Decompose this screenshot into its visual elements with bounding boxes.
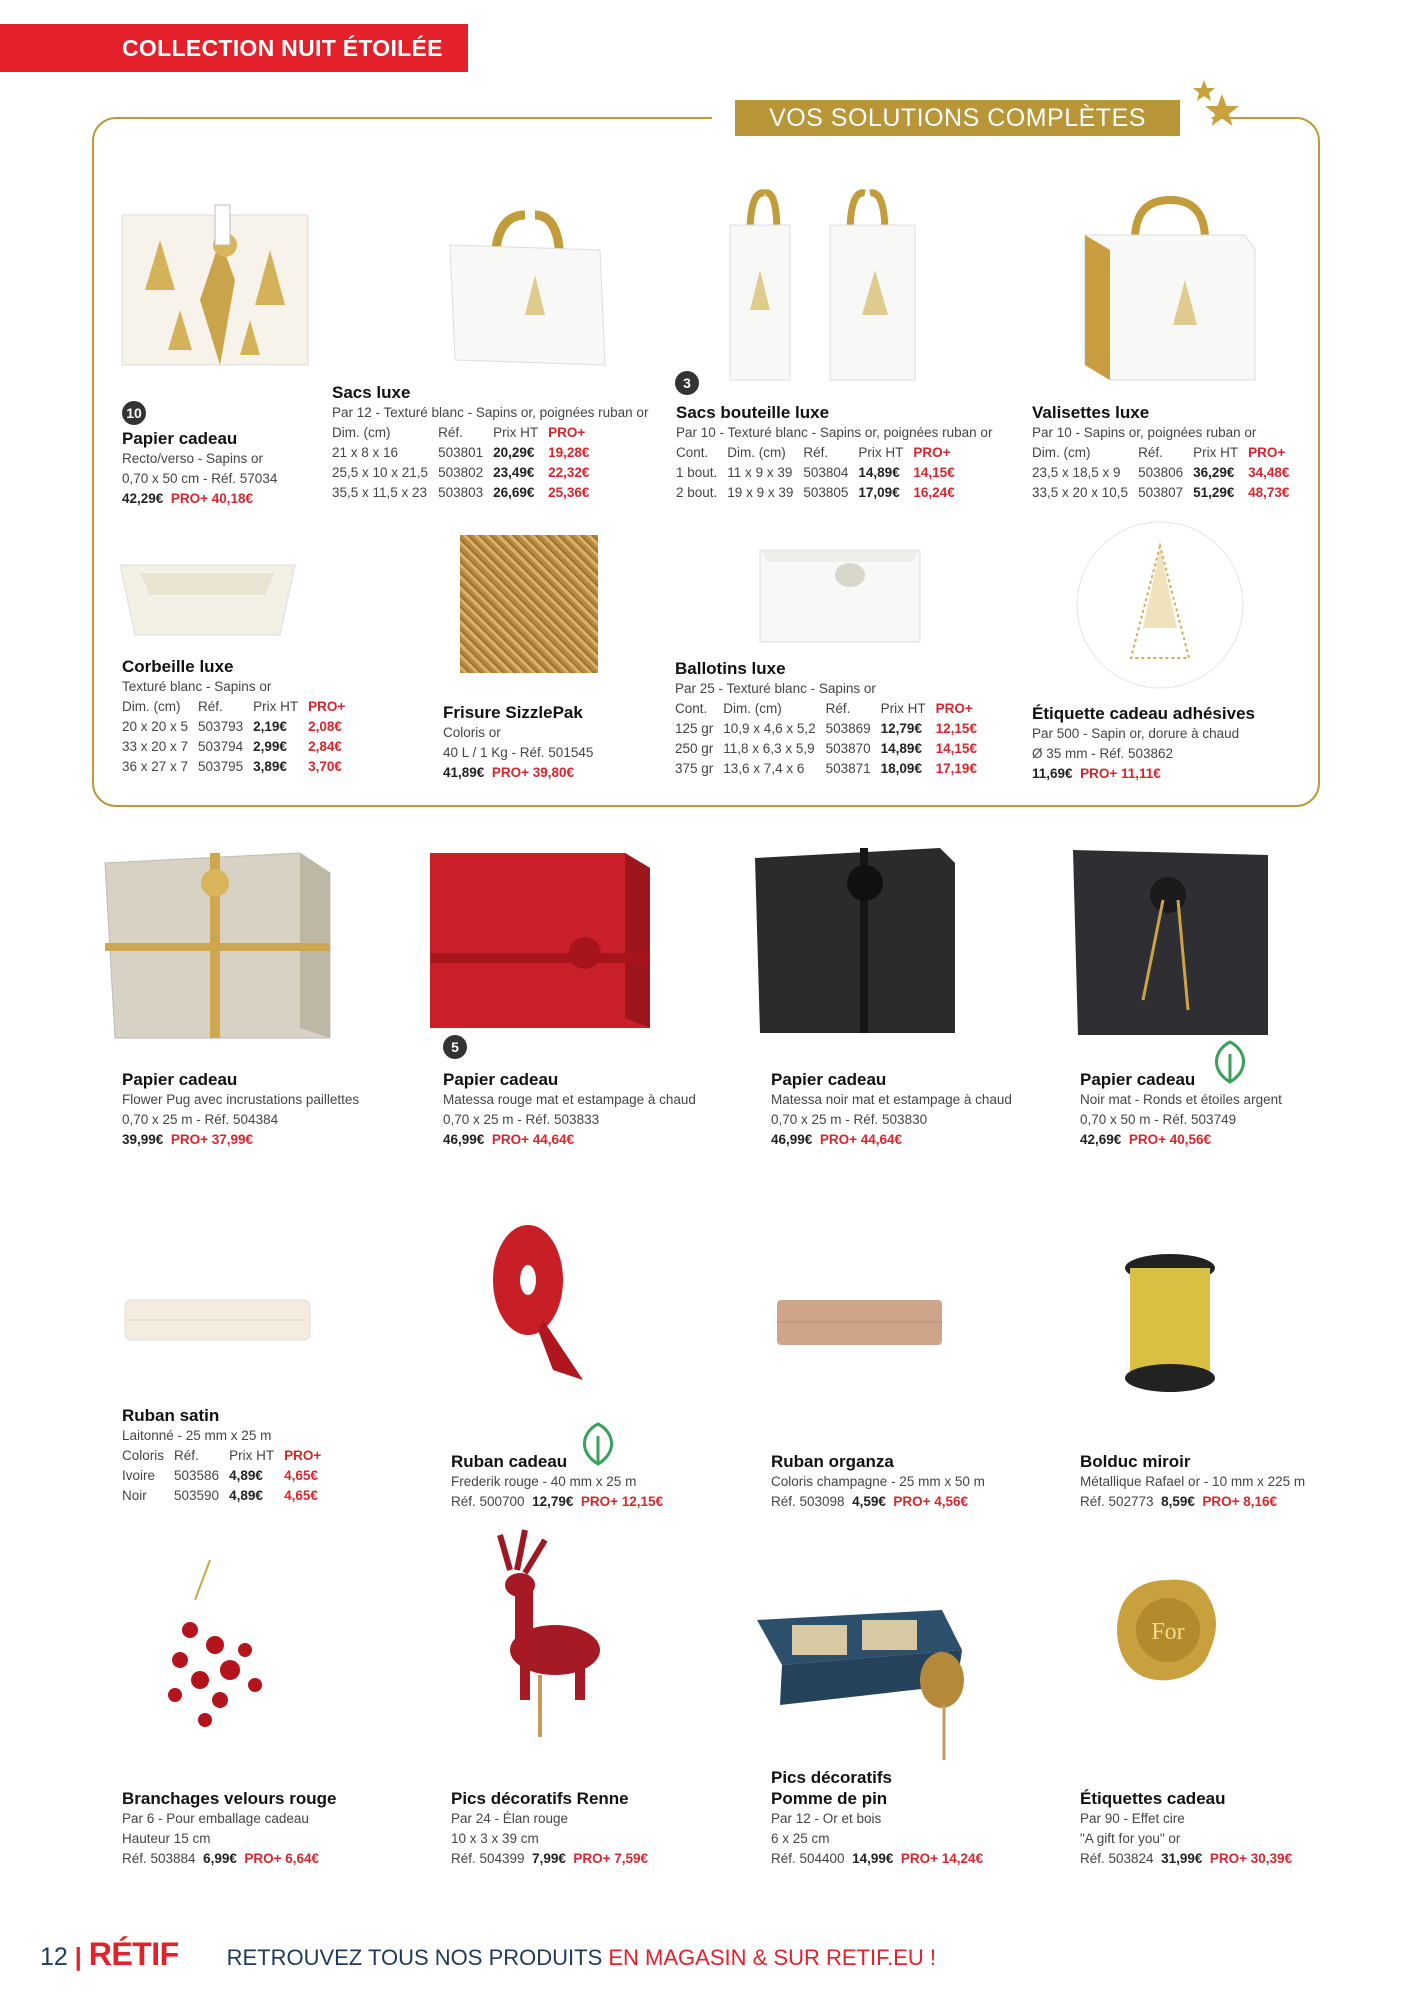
spec-header-cell: Cont. xyxy=(675,701,708,716)
product-ref: 0,70 x 50 cm - Réf. 57034 xyxy=(122,471,278,486)
spec-cell: 26,69€ xyxy=(493,485,535,500)
product-desc: 6 x 25 cm xyxy=(771,1831,830,1846)
pro-price: PRO+ 37,99€ xyxy=(170,1132,253,1147)
suitcase-box-image xyxy=(1075,195,1260,385)
pro-price: PRO+ 40,56€ xyxy=(1128,1132,1211,1147)
price: 42,29€ xyxy=(122,491,164,506)
spec-cell: 36 x 27 x 7 xyxy=(122,759,189,774)
spec-header-cell: PRO+ xyxy=(284,1448,322,1463)
basket-image xyxy=(115,555,300,640)
product-desc: Matessa noir mat et estampage à chaud xyxy=(771,1092,1012,1107)
product-name: Pics décoratifs Renne xyxy=(451,1789,629,1808)
product-desc: "A gift for you" or xyxy=(1080,1831,1181,1846)
black-stars-gift-image xyxy=(1068,840,1273,1040)
sizzlepak-image xyxy=(460,535,598,673)
sticker-image xyxy=(1073,518,1248,693)
product-valisettes xyxy=(1032,402,1299,503)
product-ballotins xyxy=(675,658,987,779)
spec-cell: 36,29€ xyxy=(1193,465,1235,480)
spec-cell: 503794 xyxy=(198,739,244,754)
spec-cell: 125 gr xyxy=(675,721,714,736)
spec-header-cell: PRO+ xyxy=(548,425,586,440)
pro-price: PRO+ 12,15€ xyxy=(580,1494,664,1509)
spec-cell: 20 x 20 x 5 xyxy=(122,719,189,734)
spec-cell: 48,73€ xyxy=(1248,485,1290,500)
product-desc: Par 12 - Texturé blanc - Sapins or, poignées ruban or xyxy=(332,405,649,420)
wax-seal-image xyxy=(1110,1575,1225,1685)
spec-cell: 503586 xyxy=(174,1468,220,1483)
spec-cell: 14,89€ xyxy=(858,465,900,480)
price: 31,99€ xyxy=(1161,1851,1203,1866)
product-name: Papier cadeau xyxy=(443,1070,559,1089)
spec-cell: 14,15€ xyxy=(913,465,955,480)
spec-header-cell: Prix HT xyxy=(253,699,299,714)
spec-cell: 503793 xyxy=(198,719,244,734)
collection-title: COLLECTION NUIT ÉTOILÉE xyxy=(0,24,468,72)
spec-cell: 34,48€ xyxy=(1248,465,1290,480)
spec-header-cell: Coloris xyxy=(122,1448,165,1463)
product-sacs-bouteille xyxy=(676,402,992,503)
product-etiquettes-cadeau xyxy=(1080,1788,1292,1869)
product-desc: Noir mat - Ronds et étoiles argent xyxy=(1080,1092,1282,1107)
pro-price: PRO+ 44,64€ xyxy=(819,1132,902,1147)
spec-cell: 17,19€ xyxy=(935,761,977,776)
spec-table xyxy=(676,443,965,503)
price: 41,89€ xyxy=(443,765,485,780)
spec-header-cell: Prix HT xyxy=(880,701,926,716)
spec-cell: 2,84€ xyxy=(308,739,342,754)
spec-header-cell: Prix HT xyxy=(1193,445,1239,460)
product-desc: Par 10 - Texturé blanc - Sapins or, poignées ruban or xyxy=(676,425,993,440)
pro-price: PRO+ 7,59€ xyxy=(573,1851,649,1866)
price: 11,69€ xyxy=(1032,766,1073,781)
product-name: Valisettes luxe xyxy=(1032,403,1150,422)
stars-icon xyxy=(1188,78,1240,134)
product-desc: Laitonné - 25 mm x 25 m xyxy=(122,1428,272,1443)
badge-number: 3 xyxy=(675,371,699,395)
spec-header-row xyxy=(676,443,965,463)
price: 6,99€ xyxy=(203,1851,237,1866)
spec-header-cell: Réf. xyxy=(198,699,223,714)
spec-header-row xyxy=(122,1446,331,1466)
price: 46,99€ xyxy=(443,1132,485,1147)
spec-cell: Ivoire xyxy=(122,1468,156,1483)
pro-price: PRO+ 6,64€ xyxy=(244,1851,320,1866)
product-desc: 10 x 3 x 39 cm xyxy=(451,1831,539,1846)
spec-header-cell: Réf. xyxy=(438,425,463,440)
product-papier-cadeau-noir-mat xyxy=(1080,1069,1282,1150)
seal-text: For xyxy=(1151,1619,1185,1645)
footer-text: RETROUVEZ TOUS NOS PRODUITS xyxy=(226,1945,609,1970)
product-desc: Texturé blanc - Sapins or xyxy=(122,679,272,694)
pro-price: PRO+ 14,24€ xyxy=(900,1851,984,1866)
product-ref: Réf. 504400 xyxy=(771,1851,845,1866)
spec-header-cell: PRO+ xyxy=(308,699,346,714)
product-name: Papier cadeau xyxy=(1080,1070,1196,1089)
spec-cell: 14,15€ xyxy=(935,741,977,756)
spec-cell: 503805 xyxy=(803,485,849,500)
spec-cell: 21 x 8 x 16 xyxy=(332,445,399,460)
spec-cell: 375 gr xyxy=(675,761,714,776)
satin-ribbon-image xyxy=(120,1295,315,1345)
footer-link-text[interactable]: EN MAGASIN & SUR RETIF.EU ! xyxy=(608,1945,936,1970)
spec-row xyxy=(332,463,599,483)
pro-price: PRO+ 30,39€ xyxy=(1209,1851,1293,1866)
product-name: Ruban satin xyxy=(122,1406,220,1425)
product-name: Sacs bouteille luxe xyxy=(676,403,830,422)
product-ref: 0,70 x 50 m - Réf. 503749 xyxy=(1080,1112,1237,1127)
product-branchages xyxy=(122,1788,336,1869)
product-name: Sacs luxe xyxy=(332,383,411,402)
price: 4,59€ xyxy=(852,1494,886,1509)
ballotin-image xyxy=(755,540,925,645)
spec-header-cell: PRO+ xyxy=(1248,445,1286,460)
product-desc: Métallique Rafael or - 10 mm x 225 m xyxy=(1080,1474,1306,1489)
spec-cell: 2,99€ xyxy=(253,739,287,754)
spec-header-row xyxy=(122,697,355,717)
spec-header-cell: Réf. xyxy=(803,445,829,460)
spec-header-row xyxy=(332,423,599,443)
spec-table xyxy=(332,423,599,503)
product-frisure xyxy=(443,702,593,783)
spec-cell: 14,89€ xyxy=(880,741,922,756)
pro-price: PRO+ 11,11€ xyxy=(1080,766,1161,781)
product-papier-cadeau-rouge xyxy=(443,1069,696,1150)
spec-row xyxy=(122,1486,331,1506)
spec-table xyxy=(675,699,987,779)
product-name: Bolduc miroir xyxy=(1080,1452,1191,1471)
spec-header-cell: Réf. xyxy=(1138,445,1163,460)
spec-cell: 250 gr xyxy=(675,741,714,756)
spec-cell: 18,09€ xyxy=(880,761,922,776)
luxury-bag-image xyxy=(440,205,620,370)
badge-number: 10 xyxy=(122,401,146,425)
flower-gift-image xyxy=(100,843,335,1043)
organza-ribbon-image xyxy=(772,1295,947,1350)
spec-cell: 1 bout. xyxy=(676,465,718,480)
eco-leaf-icon xyxy=(1210,1040,1250,1084)
spec-header-cell: PRO+ xyxy=(935,701,973,716)
spec-table xyxy=(122,697,355,777)
spec-row xyxy=(676,483,965,503)
spec-cell: 4,65€ xyxy=(284,1488,318,1503)
spec-header-cell: Dim. (cm) xyxy=(723,701,782,716)
spec-cell: 33 x 20 x 7 xyxy=(122,739,189,754)
red-ribbon-image xyxy=(488,1220,598,1385)
spec-header-cell: Cont. xyxy=(676,445,709,460)
product-ref: Réf. 504399 xyxy=(451,1851,525,1866)
bottle-bags-image xyxy=(725,185,945,385)
product-sacs-luxe xyxy=(332,382,648,503)
product-desc: Hauteur 15 cm xyxy=(122,1831,211,1846)
product-desc: Par 500 - Sapin or, dorure à chaud xyxy=(1032,726,1240,741)
spec-cell: 3,70€ xyxy=(308,759,342,774)
product-name: Papier cadeau xyxy=(122,429,238,448)
product-name: Branchages velours rouge xyxy=(122,1789,337,1808)
spec-header-cell: Prix HT xyxy=(493,425,539,440)
product-name: Pics décoratifs xyxy=(771,1768,892,1787)
bolduc-spool-image xyxy=(1120,1248,1220,1398)
spec-row xyxy=(122,717,355,737)
spec-header-cell: Réf. xyxy=(825,701,851,716)
product-desc: Coloris or xyxy=(443,725,501,740)
spec-cell: 4,65€ xyxy=(284,1468,318,1483)
footer: 12 | RÉTIF RETROUVEZ TOUS NOS PRODUITS EN MAGASIN & SUR RETIF.EU ! xyxy=(40,1936,936,1972)
product-bolduc xyxy=(1080,1451,1305,1512)
spec-cell: 13,6 x 7,4 x 6 xyxy=(723,761,805,776)
spec-header-row xyxy=(675,699,987,719)
product-desc: Frederik rouge - 40 mm x 25 m xyxy=(451,1474,637,1489)
spec-header-cell: Dim. (cm) xyxy=(332,425,391,440)
spec-cell: 503801 xyxy=(438,445,484,460)
spec-cell: 19,28€ xyxy=(548,445,590,460)
price: 7,99€ xyxy=(532,1851,566,1866)
spec-cell: 503806 xyxy=(1138,465,1184,480)
spec-cell: 11,8 x 6,3 x 5,9 xyxy=(723,741,815,756)
gift-paper-image xyxy=(120,200,310,370)
spec-cell: 503807 xyxy=(1138,485,1184,500)
spec-cell: 503802 xyxy=(438,465,484,480)
product-desc: Par 10 - Sapins or, poignées ruban or xyxy=(1032,425,1257,440)
spec-cell: 12,79€ xyxy=(880,721,922,736)
product-papier-cadeau-noir xyxy=(771,1069,1012,1150)
product-desc: Matessa rouge mat et estampage à chaud xyxy=(443,1092,696,1107)
reindeer-image xyxy=(455,1525,615,1740)
spec-cell: 16,24€ xyxy=(913,485,955,500)
product-desc: Coloris champagne - 25 mm x 50 m xyxy=(771,1474,985,1489)
spec-cell: 10,9 x 4,6 x 5,2 xyxy=(723,721,816,736)
product-name: Ballotins luxe xyxy=(675,659,786,678)
spec-row xyxy=(332,483,599,503)
price: 14,99€ xyxy=(852,1851,894,1866)
product-ruban-satin xyxy=(122,1405,331,1506)
spec-row xyxy=(122,1466,331,1486)
pro-price: PRO+ 44,64€ xyxy=(491,1132,574,1147)
pro-price: PRO+ 39,80€ xyxy=(491,765,574,780)
product-ref: Réf. 500700 xyxy=(451,1494,525,1509)
spec-row xyxy=(1032,463,1299,483)
spec-header-cell: Prix HT xyxy=(229,1448,275,1463)
spec-cell: 22,32€ xyxy=(548,465,590,480)
product-name: Étiquette cadeau adhésives xyxy=(1032,704,1255,723)
product-name: Papier cadeau xyxy=(771,1070,887,1089)
product-name: Étiquettes cadeau xyxy=(1080,1789,1226,1808)
page-number: 12 xyxy=(40,1943,68,1971)
product-name: Ruban organza xyxy=(771,1452,894,1471)
spec-cell: 2,08€ xyxy=(308,719,342,734)
spec-header-cell: PRO+ xyxy=(913,445,951,460)
product-papier-cadeau-flower xyxy=(122,1069,359,1150)
product-pics-renne xyxy=(451,1788,648,1869)
black-gift-image xyxy=(750,838,960,1038)
spec-cell: 4,89€ xyxy=(229,1488,263,1503)
spec-cell: 503590 xyxy=(174,1488,220,1503)
spec-cell: 503795 xyxy=(198,759,244,774)
product-desc: Par 12 - Or et bois xyxy=(771,1811,882,1826)
product-name: Frisure SizzlePak xyxy=(443,703,583,722)
spec-header-cell: Dim. (cm) xyxy=(727,445,786,460)
price: 39,99€ xyxy=(122,1132,164,1147)
product-name: Corbeille luxe xyxy=(122,657,234,676)
eco-leaf-icon xyxy=(578,1422,618,1466)
product-ref: 0,70 x 25 m - Réf. 503830 xyxy=(771,1112,928,1127)
product-ruban-organza xyxy=(771,1451,985,1512)
product-corbeille xyxy=(122,656,355,777)
pro-price: PRO+ 40,18€ xyxy=(170,491,253,506)
spec-cell: 503870 xyxy=(825,741,871,756)
spec-header-row xyxy=(1032,443,1299,463)
product-ref: Réf. 503098 xyxy=(771,1494,845,1509)
spec-row xyxy=(675,719,987,739)
spec-cell: 503871 xyxy=(825,761,871,776)
spec-cell: 2 bout. xyxy=(676,485,718,500)
brand-logo: RÉTIF xyxy=(88,1936,179,1972)
spec-row xyxy=(122,757,355,777)
spec-cell: 12,15€ xyxy=(935,721,977,736)
product-desc: Flower Pug avec incrustations paillettes xyxy=(122,1092,360,1107)
spec-cell: 503804 xyxy=(803,465,849,480)
product-ref: 40 L / 1 Kg - Réf. 501545 xyxy=(443,745,594,760)
product-name: Ruban cadeau xyxy=(451,1452,568,1471)
spec-cell: 4,89€ xyxy=(229,1468,263,1483)
price: 8,59€ xyxy=(1161,1494,1195,1509)
spec-cell: 11 x 9 x 39 xyxy=(727,465,793,480)
badge-number: 5 xyxy=(443,1035,467,1059)
price: 46,99€ xyxy=(771,1132,813,1147)
product-ref: Ø 35 mm - Réf. 503862 xyxy=(1032,746,1174,761)
product-desc: Par 25 - Texturé blanc - Sapins or xyxy=(675,681,876,696)
spec-table xyxy=(1032,443,1299,503)
pine-cone-image xyxy=(752,1590,977,1765)
spec-header-cell: Réf. xyxy=(174,1448,199,1463)
spec-row xyxy=(332,443,599,463)
pro-price: PRO+ 4,56€ xyxy=(893,1494,969,1509)
product-ruban-cadeau xyxy=(451,1451,663,1512)
price: 42,69€ xyxy=(1080,1132,1122,1147)
red-gift-image xyxy=(425,843,655,1033)
spec-cell: 23,5 x 18,5 x 9 xyxy=(1032,465,1121,480)
product-ref: 0,70 x 25 m - Réf. 503833 xyxy=(443,1112,600,1127)
spec-cell: 3,89€ xyxy=(253,759,287,774)
spec-table xyxy=(122,1446,331,1506)
product-desc: Par 24 - Élan rouge xyxy=(451,1811,569,1826)
product-name: Pomme de pin xyxy=(771,1789,888,1808)
product-ref: 0,70 x 25 m - Réf. 504384 xyxy=(122,1112,279,1127)
spec-row xyxy=(675,759,987,779)
spec-row xyxy=(122,737,355,757)
spec-row xyxy=(676,463,965,483)
spec-header-cell: Prix HT xyxy=(858,445,904,460)
spec-cell: Noir xyxy=(122,1488,147,1503)
product-desc: Par 6 - Pour emballage cadeau xyxy=(122,1811,309,1826)
red-branch-image xyxy=(150,1560,280,1740)
spec-row xyxy=(675,739,987,759)
solutions-banner: VOS SOLUTIONS COMPLÈTES xyxy=(735,100,1180,136)
price: 12,79€ xyxy=(532,1494,574,1509)
spec-cell: 35,5 x 11,5 x 23 xyxy=(332,485,428,500)
product-etiquette-adhesive xyxy=(1032,703,1255,784)
spec-cell: 23,49€ xyxy=(493,465,535,480)
product-desc: Recto/verso - Sapins or xyxy=(122,451,264,466)
spec-header-cell: Dim. (cm) xyxy=(122,699,181,714)
product-ref: Réf. 503824 xyxy=(1080,1851,1154,1866)
product-papier-cadeau xyxy=(122,428,277,509)
product-name: Papier cadeau xyxy=(122,1070,238,1089)
spec-cell: 17,09€ xyxy=(858,485,900,500)
spec-header-cell: Dim. (cm) xyxy=(1032,445,1091,460)
spec-cell: 25,36€ xyxy=(548,485,590,500)
spec-cell: 19 x 9 x 39 xyxy=(727,485,794,500)
spec-cell: 503869 xyxy=(825,721,871,736)
spec-cell: 2,19€ xyxy=(253,719,287,734)
spec-cell: 20,29€ xyxy=(493,445,535,460)
product-ref: Réf. 503884 xyxy=(122,1851,196,1866)
product-pics-pomme xyxy=(771,1767,983,1869)
spec-cell: 33,5 x 20 x 10,5 xyxy=(1032,485,1129,500)
spec-cell: 51,29€ xyxy=(1193,485,1235,500)
spec-cell: 25,5 x 10 x 21,5 xyxy=(332,465,429,480)
spec-cell: 503803 xyxy=(438,485,484,500)
pro-price: PRO+ 8,16€ xyxy=(1202,1494,1278,1509)
product-ref: Réf. 502773 xyxy=(1080,1494,1154,1509)
product-desc: Par 90 - Effet cire xyxy=(1080,1811,1185,1826)
spec-row xyxy=(1032,483,1299,503)
